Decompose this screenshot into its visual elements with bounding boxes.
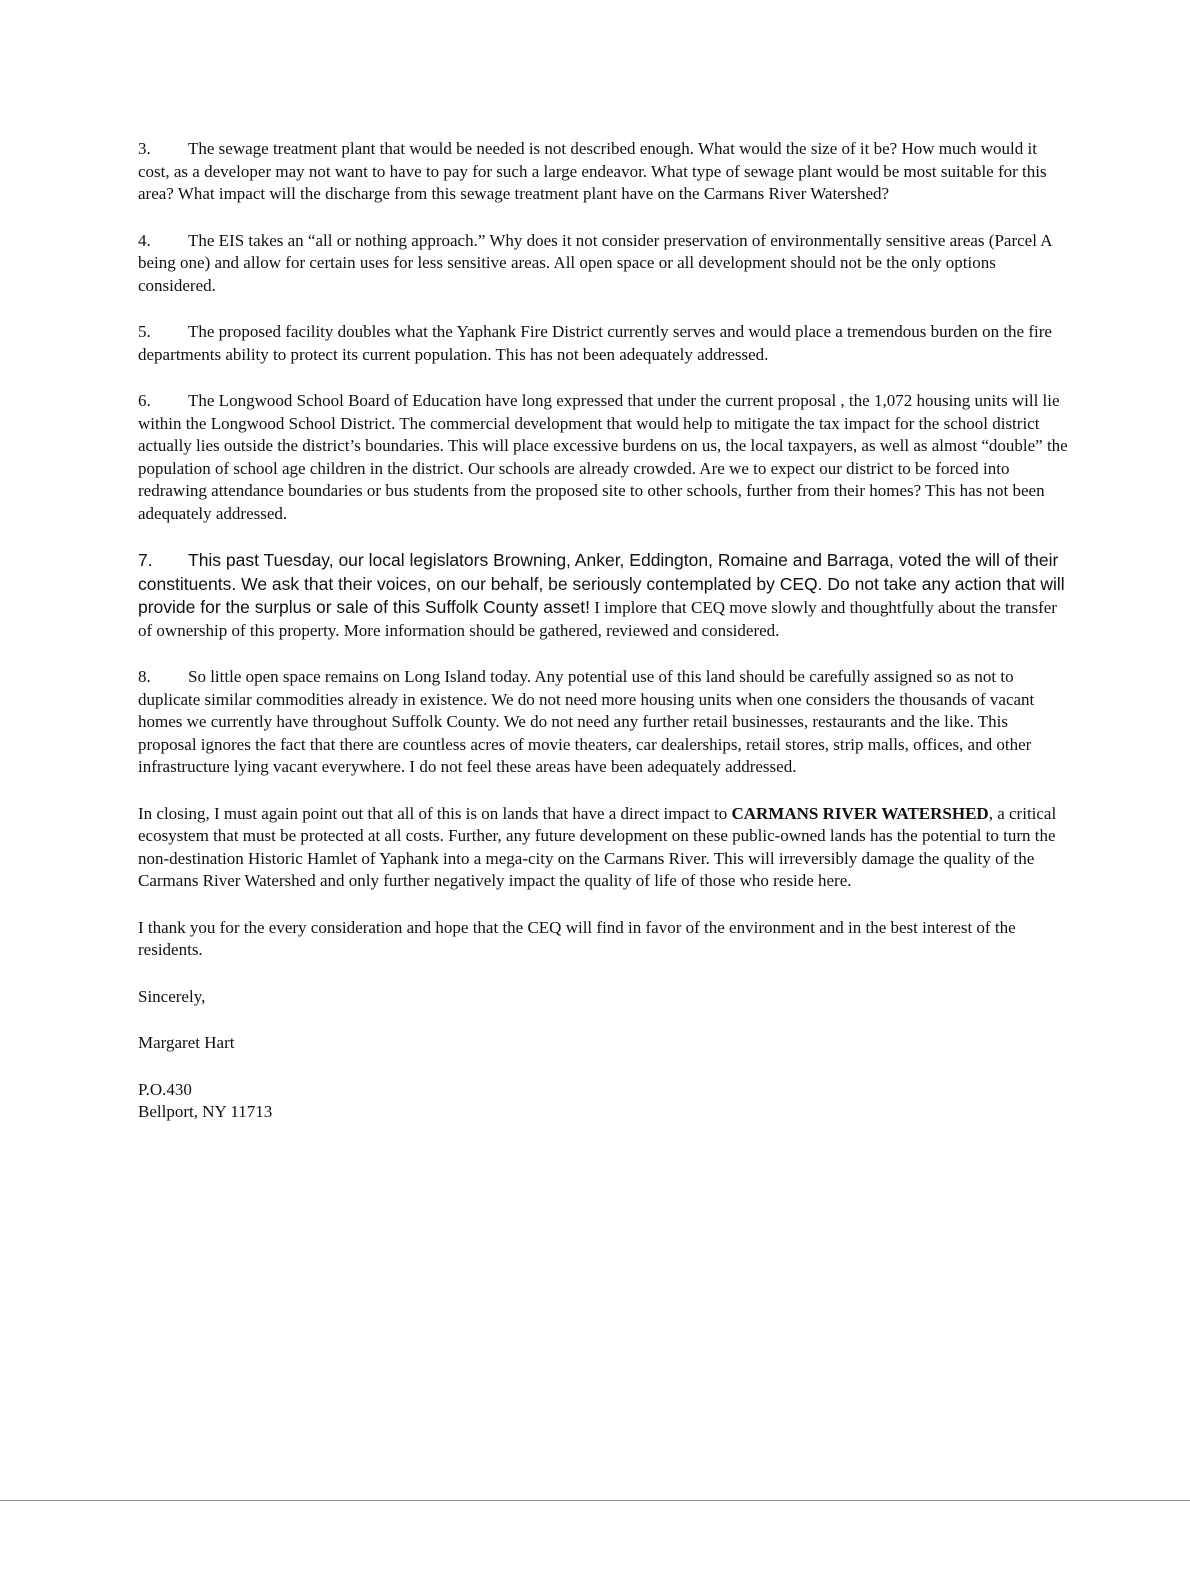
item-number: 8. — [138, 667, 151, 686]
item-number: 7. — [138, 550, 153, 570]
item-text: The proposed facility doubles what the Yaphank Fire District currently serves and would place a tremendous burden on the fire departments ability to protect its current population. This has not been adequately addressed. — [138, 322, 1052, 364]
item-4 — [138, 230, 1068, 298]
item-text: I implore that CEQ move slowly and thoughtfully about the transfer of ownership of this property. More information should be gathered, reviewed and considered. — [138, 598, 1057, 640]
item-text: So little open space remains on Long Island today. Any potential use of this land should be carefully assigned so as not to duplicate similar commodities already in existence. We do not need more housing units when one considers the thousands of vacant homes we currently have throughout Suffolk County. We do not need any further retail businesses, restaurants and the like. This proposal ignores the fact that there are countless acres of movie theaters, car dealerships, retail stores, strip malls, offices, and other infrastructure lying vacant everywhere. I do not feel these areas have been adequately addressed. — [138, 667, 1035, 776]
closing-text-after: , a critical ecosystem that must be protected at all costs. Further, any future development on these public-owned lands has the potential to turn the non-destination Historic Hamlet of Yaphank into a mega-city on the Carmans River. This will irreversibly damage the quality of the Carmans River Watershed and only further negatively impact the quality of life of those who reside here. — [138, 803, 1057, 890]
signature-name: Margaret Hart — [138, 1033, 235, 1052]
item-3 — [138, 138, 1068, 206]
item-5 — [138, 321, 1068, 366]
footer-divider — [0, 1500, 1190, 1501]
item-text-sans: This past Tuesday, our local legislators Browning, Anker, Eddington, Romaine and Barraga, voted the will of their constituents. We ask that their voices, on our behalf, be seriously contemplated by CEQ. Do not take any action that will provide for the surplus or sale of this Suffolk County asset! — [138, 550, 1065, 617]
closing-emphasis: CARMANS RIVER WATERSHED — [731, 803, 989, 823]
item-text: The EIS takes an “all or nothing approach.” Why does it not consider preservation of environmentally sensitive areas (Parcel A being one) and allow for certain uses for less sensitive areas. All open space or all development should not be the only options considered. — [138, 230, 1052, 295]
closing-paragraph — [138, 803, 1068, 893]
item-number: 3. — [138, 139, 151, 158]
letter-body — [138, 138, 1068, 1124]
item-number: 5. — [138, 322, 151, 341]
item-number: 6. — [138, 391, 151, 410]
thanks-paragraph: I thank you for the every consideration and hope that the CEQ will find in favor of the environment and in the best interest of the residents. — [138, 917, 1016, 959]
closing-text-before: In closing, I must again point out that all of this is on lands that have a direct impact to — [138, 803, 732, 823]
item-7 — [138, 549, 1068, 642]
signoff: Sincerely, — [138, 986, 206, 1006]
address-line-2: Bellport, NY 11713 — [138, 1102, 273, 1121]
item-number: 4. — [138, 230, 151, 250]
item-text: The sewage treatment plant that would be needed is not described enough. What would the size of it be? How much would it cost, as a developer may not want to have to pay for such a large endeavor. What type of sewage plant would be most suitable for this area? What impact will the discharge from this sewage treatment plant have on the Carmans River Watershed? — [138, 139, 1047, 203]
item-6 — [138, 390, 1068, 525]
address-block — [138, 1079, 1068, 1124]
address-line-1: P.O.430 — [138, 1079, 192, 1099]
item-text: The Longwood School Board of Education have long expressed that under the current proposal , the 1,072 housing units will lie within the Longwood School District. The commercial development that would help to mitigate the tax impact for the school district actually lies outside the district’s boundaries. This will place excessive burdens on us, the local taxpayers, as well as almost “double” the population of school age children in the district. Our schools are already crowded. Are we to expect our district to be forced into redrawing attendance boundaries or bus students from the proposed site to other schools, further from their homes? This has not been adequately addressed. — [138, 391, 1068, 523]
item-8 — [138, 666, 1068, 779]
